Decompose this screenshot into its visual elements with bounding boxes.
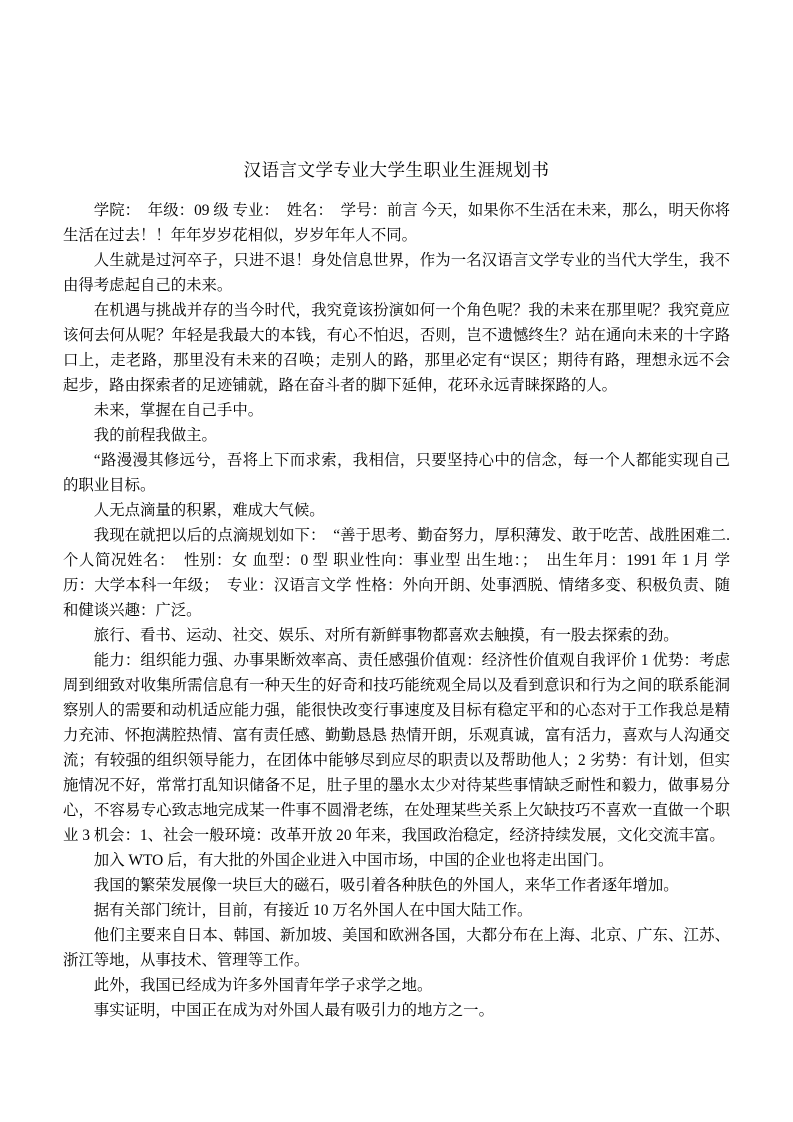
paragraph: 此外，我国已经成为许多外国青年学子求学之地。 bbox=[93, 977, 433, 994]
paragraph: 人无点滴量的积累，难成大气候。 bbox=[93, 502, 325, 519]
paragraph: 未来，掌握在自己手中。 bbox=[93, 402, 264, 419]
paragraph-preface: 学院： 年级：09 级 专业： 姓名： 学号：前言 今天，如果你不生活在未来，那么，明天你将生活在过去！！年年岁岁花相似，岁岁年年人不同。 bbox=[63, 202, 730, 244]
paragraph: “路漫漫其修远兮，吾将上下而求索，我相信，只要坚持心中的信念，每一个人都能实现自己的职业目标。 bbox=[63, 452, 730, 494]
paragraph: 据有关部门统计，目前，有接近 10 万名外国人在中国大陆工作。 bbox=[93, 902, 533, 919]
paragraph: 我的前程我做主。 bbox=[93, 427, 217, 444]
paragraph-personal-profile: 我现在就把以后的点滴规划如下： “善于思考、勤奋努力，厚积薄发、敢于吃苦、战胜困难二. 个人简况姓名： 性别：女 血型：0 型 职业性向：事业型 出生地：； 出生年月：1991 年 1 月 学历：大学本科一年级； 专业：汉语言文学 性格：外向开朗、处事洒脱、情绪多变、积极负责、随和健谈兴趣：广泛。 bbox=[63, 527, 734, 619]
paragraph: 在机遇与挑战并存的当今时代，我究竟该扮演如何一个角色呢？我的未来在那里呢？我究竟应该何去何从呢？年轻是我最大的本钱，有心不怕迟，否则，岂不遗憾终生？站在通向未来的十字路口上，走老路，那里没有未来的召唤；走别人的路，那里必定有“误区；期待有路，理想永远不会起步，路由探索者的足迹铺就，路在奋斗者的脚下延伸，花环永远青睐探路的人。 bbox=[63, 302, 730, 394]
paragraph: 人生就是过河卒子，只进不退！身处信息世界，作为一名汉语言文学专业的当代大学生，我不由得考虑起自己的未来。 bbox=[63, 252, 730, 294]
paragraph-self-evaluation: 能力：组织能力强、办事果断效率高、责任感强价值观：经济性价值观自我评价 1 优势：考虑周到细致对收集所需信息有一种天生的好奇和技巧能统观全局以及看到意识和行为之间的联系能洞察别人的需要和动机适应能力强，能很快改变行事速度及目标有稳定平和的心态对于工作我总是精力充沛、怀抱满腔热情、富有责任感、勤勤恳恳 热情开朗，乐观真诚，富有活力，喜欢与人沟通交流；有较强的组织领导能力，在团体中能够尽到应尽的职责以及帮助他人；2 劣势：有计划，但实施情况不好，常常打乱知识储备不足，肚子里的墨水太少对待某些事情缺乏耐性和毅力，做事易分心，不容易专心致志地完成某一件事不圆滑老练，在处理某些关系上欠缺技巧不喜欢一直做一个职业 3 机会：1、社会一般环境：改革开放 20 年来，我国政治稳定，经济持续发展，文化交流丰富。 bbox=[63, 652, 730, 844]
paragraph: 旅行、看书、运动、社交、娱乐、对所有新鲜事物都喜欢去触摸，有一股去探索的劲。 bbox=[93, 627, 679, 644]
document-body bbox=[63, 198, 734, 1023]
paragraph: 加入 WTO 后，有大批的外国企业进入中国市场，中国的企业也将走出国门。 bbox=[93, 852, 614, 869]
paragraph: 我国的繁荣发展像一块巨大的磁石，吸引着各种肤色的外国人，来华工作者逐年增加。 bbox=[93, 877, 679, 894]
paragraph: 事实证明，中国正在成为对外国人最有吸引力的地方之一。 bbox=[93, 1002, 494, 1019]
document-title: 汉语言文学专业大学生职业生涯规划书 bbox=[243, 160, 550, 180]
paragraph: 他们主要来自日本、韩国、新加坡、美国和欧洲各国，大都分布在上海、北京、广东、江苏、浙江等地，从事技术、管理等工作。 bbox=[63, 927, 730, 969]
